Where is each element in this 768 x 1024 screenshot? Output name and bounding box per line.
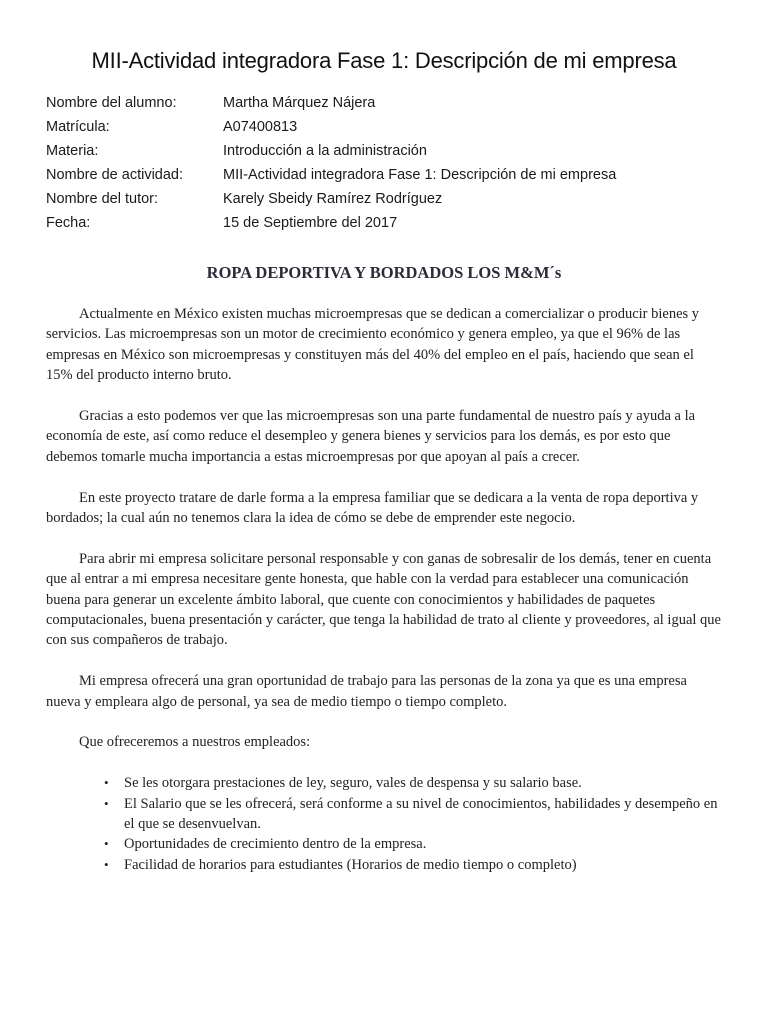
list-item bbox=[46, 855, 722, 875]
info-row-tutor bbox=[46, 187, 616, 211]
list-item bbox=[46, 773, 722, 793]
list-item-text: El Salario que se les ofrecerá, será conforme a su nivel de conocimientos, habilidades y desempeño en el que se desenvuelvan. bbox=[124, 795, 718, 833]
info-value: 15 de Septiembre del 2017 bbox=[223, 215, 398, 231]
benefits-list bbox=[46, 773, 722, 875]
benefits-intro: Que ofreceremos a nuestros empleados: bbox=[79, 734, 311, 751]
info-row-activity bbox=[46, 163, 616, 187]
list-item bbox=[46, 834, 722, 854]
list-item-text: Facilidad de horarios para estudiantes (Horarios de medio tiempo o completo) bbox=[124, 856, 577, 873]
info-row-subject bbox=[46, 139, 616, 163]
paragraph: Para abrir mi empresa solicitare personal responsable y con ganas de sobresalir de los demás, tener en cuenta que al entrar a mi empresa necesitare gente honesta, que hable con la verdad para establecer una comunicación buena para generar un excelente ámbito laboral, que cuente con conocimientos y habilidades de paquetes computacionales, buena presentación y carácter, que tenga la habilidad de trato al cliente y proveedores, al igual que con sus compañeros de trabajo. bbox=[46, 550, 721, 649]
bullet-icon: • bbox=[104, 775, 109, 791]
info-label: Materia: bbox=[46, 143, 99, 159]
list-item-text: Se les otorgara prestaciones de ley, seguro, vales de despensa y su salario base. bbox=[124, 775, 582, 792]
bullet-icon: • bbox=[104, 795, 109, 811]
list-item-text: Oportunidades de crecimiento dentro de la empresa. bbox=[124, 836, 427, 853]
info-label: Nombre del alumno: bbox=[46, 95, 177, 111]
bullet-icon: • bbox=[104, 856, 109, 872]
info-label: Fecha: bbox=[46, 215, 91, 231]
paragraph: Gracias a esto podemos ver que las microempresas son una parte fundamental de nuestro país y ayuda a la economía de este, así como reduce el desempleo y genera bienes y servicios para los demás, es por esto que debemos tomarle mucha importancia a estas microempresas por que apoyan al país a crecer. bbox=[46, 408, 696, 465]
bullet-icon: • bbox=[104, 836, 109, 852]
document-title: MII-Actividad integradora Fase 1: Descripción de mi empresa bbox=[91, 48, 677, 73]
info-value: Martha Márquez Nájera bbox=[223, 95, 376, 111]
info-label: Nombre del tutor: bbox=[46, 191, 159, 207]
student-info-block bbox=[46, 91, 616, 235]
paragraph: Actualmente en México existen muchas microempresas que se dedican a comercializar o producir bienes y servicios. Las microempresas son un motor de crecimiento económico y genera empleo, ya que el 96% de las empresas en México son microempresas y constituyen más del 40% del empleo en el país, haciendo que sean el 15% del producto interno bruto. bbox=[46, 306, 700, 384]
info-label: Matrícula: bbox=[46, 119, 110, 135]
info-row-student bbox=[46, 91, 616, 115]
document-body bbox=[46, 304, 722, 875]
paragraph: Mi empresa ofrecerá una gran oportunidad de trabajo para las personas de la zona ya que es una empresa nueva y empleara algo de personal, ya sea de medio tiempo o tiempo completo. bbox=[46, 673, 687, 710]
info-row-date bbox=[46, 211, 616, 235]
paragraph: En este proyecto tratare de darle forma a la empresa familiar que se dedicara a la venta de ropa deportiva y bordados; la cual aún no tenemos clara la idea de cómo se debe de emprender este negocio. bbox=[46, 489, 699, 527]
info-label: Nombre de actividad: bbox=[46, 167, 184, 183]
info-value: MII-Actividad integradora Fase 1: Descripción de mi empresa bbox=[223, 167, 617, 183]
company-section-title: ROPA DEPORTIVA Y BORDADOS LOS M&M´s bbox=[206, 263, 562, 282]
info-value: A07400813 bbox=[223, 119, 298, 135]
list-item bbox=[46, 794, 722, 835]
info-value: Introducción a la administración bbox=[223, 143, 427, 159]
info-value: Karely Sbeidy Ramírez Rodríguez bbox=[223, 191, 443, 207]
info-row-id bbox=[46, 115, 616, 139]
